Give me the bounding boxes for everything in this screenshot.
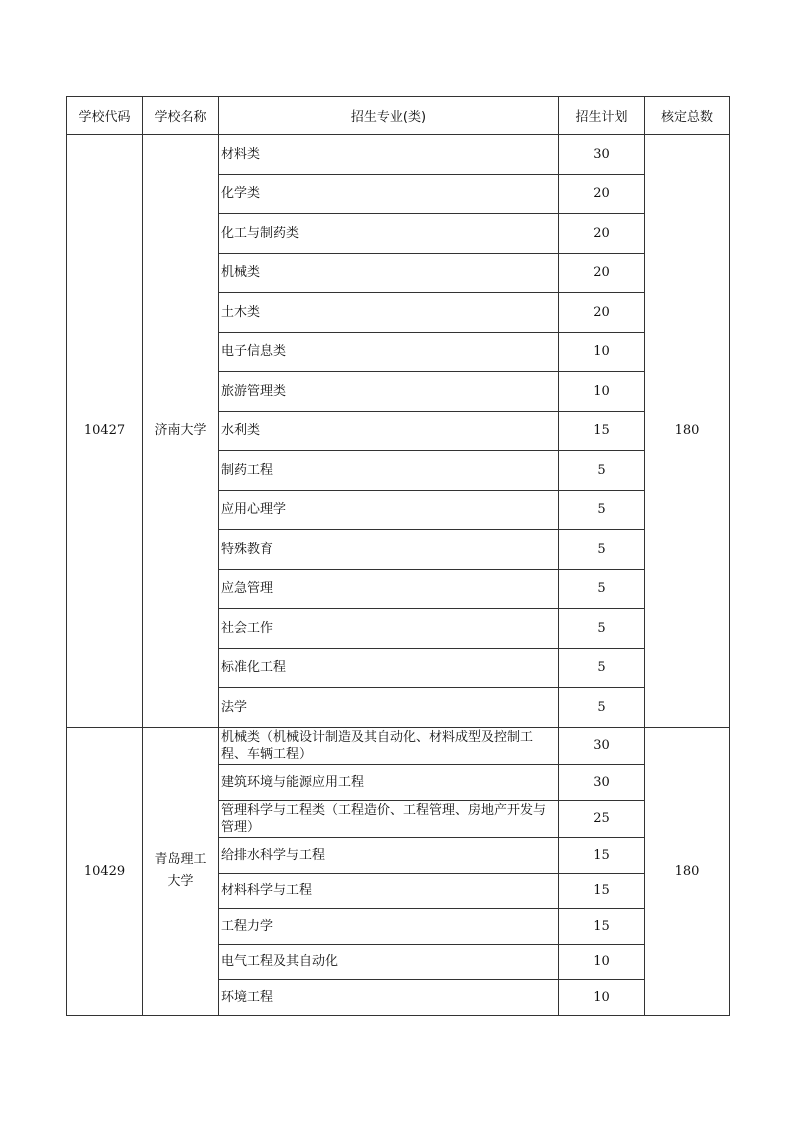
plan-cell: 10 [559, 332, 645, 372]
major-cell: 特殊教育 [219, 530, 559, 570]
total-cell: 180 [645, 135, 730, 728]
major-cell: 建筑环境与能源应用工程 [219, 765, 559, 801]
plan-cell: 15 [559, 909, 645, 945]
plan-cell: 20 [559, 293, 645, 333]
header-major: 招生专业(类) [219, 97, 559, 135]
major-cell: 管理科学与工程类（工程造价、工程管理、房地产开发与管理） [219, 800, 559, 838]
major-cell: 给排水科学与工程 [219, 838, 559, 874]
plan-cell: 30 [559, 727, 645, 765]
major-cell: 法学 [219, 688, 559, 728]
major-cell: 化工与制药类 [219, 214, 559, 254]
plan-cell: 5 [559, 648, 645, 688]
major-cell: 电气工程及其自动化 [219, 944, 559, 980]
major-cell: 制药工程 [219, 451, 559, 491]
plan-cell: 15 [559, 411, 645, 451]
major-cell: 机械类（机械设计制造及其自动化、材料成型及控制工程、车辆工程） [219, 727, 559, 765]
plan-cell: 10 [559, 372, 645, 412]
plan-cell: 10 [559, 944, 645, 980]
major-cell: 应用心理学 [219, 490, 559, 530]
plan-cell: 5 [559, 530, 645, 570]
header-total: 核定总数 [645, 97, 730, 135]
plan-cell: 5 [559, 609, 645, 649]
table-row [67, 727, 730, 765]
school-code-cell: 10427 [67, 135, 143, 728]
major-cell: 水利类 [219, 411, 559, 451]
plan-cell: 20 [559, 174, 645, 214]
major-cell: 工程力学 [219, 909, 559, 945]
major-cell: 旅游管理类 [219, 372, 559, 412]
plan-cell: 5 [559, 569, 645, 609]
plan-cell: 5 [559, 451, 645, 491]
major-cell: 材料类 [219, 135, 559, 175]
plan-cell: 5 [559, 490, 645, 530]
enrollment-table [66, 96, 730, 1016]
major-cell: 应急管理 [219, 569, 559, 609]
school-name: 济南大学 [154, 422, 207, 438]
plan-cell: 20 [559, 253, 645, 293]
header-school-name: 学校名称 [143, 97, 219, 135]
major-cell: 材料科学与工程 [219, 873, 559, 909]
major-cell: 化学类 [219, 174, 559, 214]
school-code-cell: 10429 [67, 727, 143, 1015]
total-cell: 180 [645, 727, 730, 1015]
header-plan: 招生计划 [559, 97, 645, 135]
school-name-cell [143, 727, 219, 1015]
plan-cell: 10 [559, 980, 645, 1016]
plan-cell: 15 [559, 873, 645, 909]
major-cell: 社会工作 [219, 609, 559, 649]
major-cell: 土木类 [219, 293, 559, 333]
plan-cell: 25 [559, 800, 645, 838]
school-name-cell [143, 135, 219, 728]
header-row [67, 97, 730, 135]
header-school-code: 学校代码 [67, 97, 143, 135]
major-cell: 机械类 [219, 253, 559, 293]
plan-cell: 5 [559, 688, 645, 728]
plan-cell: 30 [559, 765, 645, 801]
enrollment-table-page [66, 96, 730, 1016]
plan-cell: 15 [559, 838, 645, 874]
table-row [67, 135, 730, 175]
plan-cell: 30 [559, 135, 645, 175]
major-cell: 电子信息类 [219, 332, 559, 372]
major-cell: 标准化工程 [219, 648, 559, 688]
plan-cell: 20 [559, 214, 645, 254]
major-cell: 环境工程 [219, 980, 559, 1016]
school-name: 青岛理工大学 [154, 852, 207, 889]
